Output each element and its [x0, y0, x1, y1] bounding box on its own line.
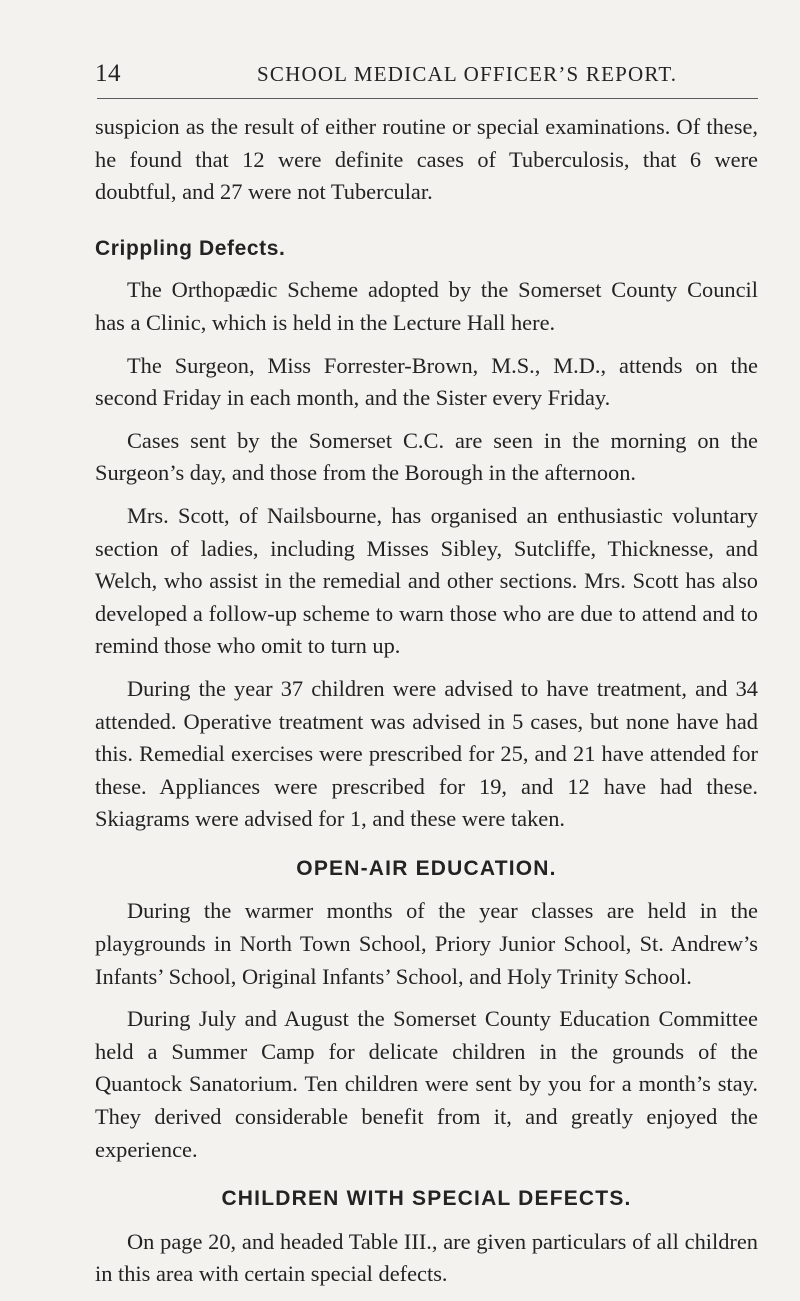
paragraph-treatment-statistics: During the year 37 children were advised to have treatment, and 34 attended. Operative treatment was advised in 5 cases, but none have had this. Remedial exercises were prescribed for 25, and 21 have attended for these. Appliances were prescribed for 19, and 12 have had these. Skiagrams were advised for 1, and these were taken. [95, 675, 758, 832]
special-defects-heading: CHILDREN WITH SPECIAL DEFECTS. [221, 1187, 632, 1211]
paragraph-table-reference: On page 20, and headed Table III., are given particulars of all children in this area with certain special defects. [95, 1228, 758, 1287]
crippling-defects-heading: Crippling Defects. [95, 236, 286, 260]
paragraph-summer-camp: During July and August the Somerset County Education Committee held a Summer Camp for delicate children in the grounds of the Quantock Sanatorium. Ten children were sent by you for a month’s stay. They derived considerable benefit from it, and greatly enjoyed the experience. [95, 1006, 758, 1162]
running-head [95, 60, 758, 94]
page-number: 14 [95, 60, 121, 87]
paragraph-playground-classes: During the warmer months of the year classes are held in the playgrounds in North Town School, Priory Junior School, St. Andrew’s Infants’ School, Original Infants’ School, and Holy Trinity School. [95, 898, 758, 989]
report-body [95, 111, 758, 1301]
running-title: SCHOOL MEDICAL OFFICER’S REPORT. [257, 62, 678, 86]
paragraph-surgeon: The Surgeon, Miss Forrester-Brown, M.S., M.D., attends on the second Friday in each month, and the Sister every Friday. [95, 352, 758, 411]
paragraph-orthopaedic-scheme: The Orthopædic Scheme adopted by the Somerset County Council has a Clinic, which is held in the Lecture Hall here. [95, 277, 758, 335]
open-air-education-heading: OPEN-AIR EDUCATION. [296, 856, 557, 880]
header-rule [97, 98, 758, 99]
paragraph-cases-sent: Cases sent by the Somerset C.C. are seen in the morning on the Surgeon’s day, and those from the Borough in the afternoon. [95, 427, 758, 486]
paragraph-tuberculosis-continuation: suspicion as the result of either routine or special examinations. Of these, he found that 12 were definite cases of Tuberculosis, that 6 were doubtful, and 27 were not Tubercular. [95, 114, 758, 205]
paragraph-voluntary-section: Mrs. Scott, of Nailsbourne, has organised an enthusiastic voluntary section of ladies, including Misses Sibley, Sutcliffe, Thicknesse, and Welch, who assist in the remedial and other sections. Mrs. Scott has also developed a follow-up scheme to warn those who are due to attend and to remind those who omit to turn up. [95, 502, 758, 659]
